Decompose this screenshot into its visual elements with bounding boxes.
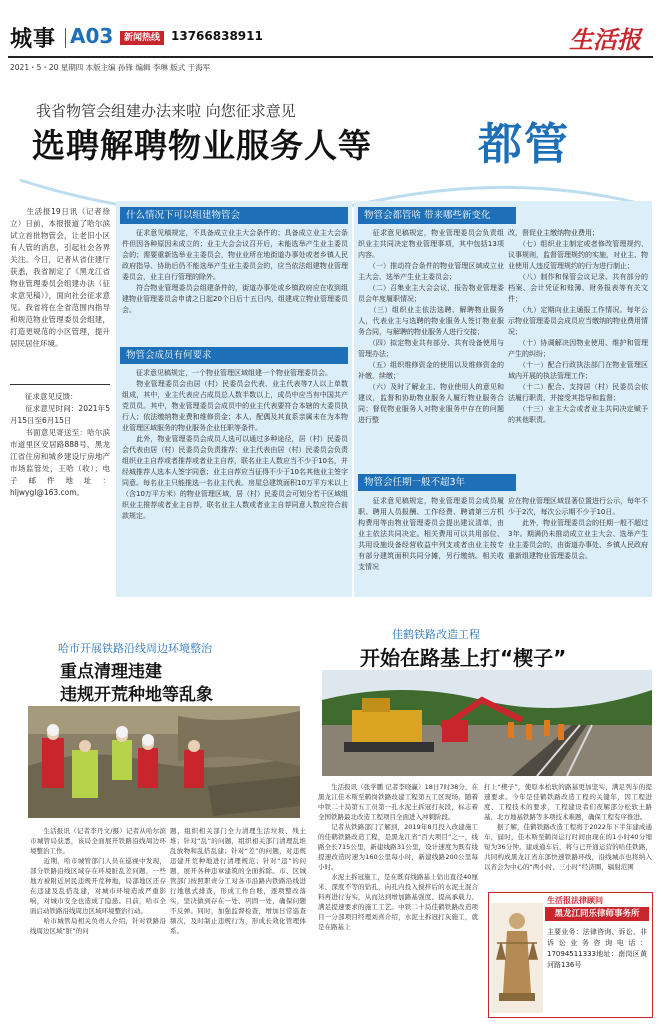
lead-intro: 生活报19日讯（记者徐立）日前，本报报道了哈尔滨试立首批物管会，让老旧小区有人管的消息，引起社会各界关注。今日，记者从省住建厅获悉，我省制定了《黑龙江省物业管理委员会组建办法（征求意见稿）》，面向社会征求意见。我省将在全省范围内指导和规范物业管理委员会组建，打造更规范的小区管理，提升居民居住环境。 xyxy=(10,207,110,348)
hotline-badge: 新闻热线 xyxy=(120,31,164,45)
intro-divider xyxy=(10,384,110,385)
lead-headline-tag: 都管 xyxy=(478,119,570,170)
law-ad-body: 主要业务：法律咨询、诉讼、非诉讼业务咨询电话：17094511333地址：南岗区黄河路136号 xyxy=(547,928,647,969)
section-2-heading xyxy=(120,347,348,364)
rail-headline-1: 重点清理违建 xyxy=(60,662,162,682)
rail-headline-2: 违规开荒种地等乱象 xyxy=(60,685,213,705)
law-ad xyxy=(488,892,653,1018)
page-code: A03 xyxy=(70,24,114,48)
law-ad-name: 黑龙江同乐律师事务所 xyxy=(545,907,649,921)
jiahe-body-b: 打上“楔子”，使原本松软的路基更加坚实，满足列车的提速要求。今年是佳鹤铁路改造工程的关键年，因工程进度、工程技术的要求，工程建设者们夜解部分松软土路基、北方地基铁路等多项技术难题，确保工程有序推进。 据了解，佳鹤铁路改造工程将于2022年下半年建成通车，届时，佳木斯至鹤岗运行时间由现在的1小时40分缩短为36分钟。建成通车后，将与已开通运营的哈佳铁路，共同构成黑龙江省东部快速铁路环线，沿线城市也将纳入以省会为中心的“两小时、三小时”经济圈，辐射范围 xyxy=(484,783,652,871)
lead-kicker: 我省物管会组建办法来啦 向您征求意见 xyxy=(36,102,296,120)
brand-logo: 生活报 xyxy=(569,25,641,54)
vertical-divider xyxy=(65,28,66,48)
hotline-number: 13766838911 xyxy=(171,29,263,43)
section-2-title: 物管会成员有何要求 xyxy=(126,350,212,361)
section-4-body-a: 征求意见稿规定，物业管理委员会成员履职、聘用人员报酬、工作经费、聘请第三方机构费用等由物业管理委员会提出建议清单，由业主依法共同决定。相关费用可以共用部位、共用设施设备经营收益中列支或者由业主按专有部分建筑面积共同分摊，另行缴纳。相关收支情况 xyxy=(358,497,504,571)
section-4-heading xyxy=(358,474,516,491)
jiahe-body-a: 生活报讯（张学鹏 记者李晓赢）18日7时38分，在黑龙江佳木斯至鹤岗铁路改建工程第五工区现场，随着中铁二十局第五工员第一孔水泥土拆冠打灰段，标志着全国铁路最北改造工程项目全面进入冲刺阶段。 记者从铁路部门了解到，2019年8月投入改建施工的佳鹤铁路改造工程，是黑龙江省“百大项目”之一，线路全长715公里，新建线路31公里，设计速度为既有线提速改造时速为160公里每小时，新建线路200公里每小时。 水泥土拆冠施工，是在既有线路基上钻出直径40厘米、深度不等的钻孔，向孔内投入搅拌后的水泥土混合料再进行夯实，从而达到增加路基强度、提高承载力、满足提速要求的施工工艺。中铁二十局佳鹤铁路改造项目一分部项目经理刘喜介绍，水泥土拆冠打灰施工，就是在路基上 xyxy=(318,783,478,931)
rail-body-a: 生活报讯（记者李丹文/摄）记者从哈尔滨市城管局获悉，该局全面展开铁路沿线周边环境整治工作。 近期，哈市城管部门人员在巡视中发现，部分铁路沿线区域存在环境脏乱差问题，一些地方被附近居民违规开荒种地，局部地区还存在违建及乱搭乱建，对城市环境造成严重影响，对城市安全也造成了隐患。目前，哈市全面启动铁路沿线周边区域环境整治行动。 哈市城管局相关负责人介绍，针对铁路沿线周边区域“脏”的问 xyxy=(30,827,166,935)
section-3-body-a: 征求意见稿规定，物业管理委员会负责组织业主共同决定物业管理事项，其中包括13项内容。 （一）推动符合条件的物业管理区域成立业主大会、选举产生业主委员会； （二）召集业主大会会议，报告物业管理委员会年度履职情况； （三）组织业主依法选聘、解聘物业服务人，代表业主与选聘的物业服务人签订物业服务合同，与解聘的物业服务人进行交接； （四）拟定物业共有部分、共有设备使用与管理办法； （五）组织维修资金的使用以及维修资金的补缴、续缴； （六）及时了解业主、物业使用人的意见和建议，监督和协助物业服务人履行物业服务合同；督促物业服务人对物业服务中存在的问题进行整 xyxy=(358,229,504,424)
section-1-heading xyxy=(120,207,348,224)
rail-kicker: 哈市开展铁路沿线周边环境整治 xyxy=(58,642,212,655)
feedback-info: 征求意见反馈： 征求意见时间：2021年5月15日至6月15日 书面意见寄送至：哈尔滨市道里区安居路888号，黑龙江省住房和城乡建设厅房地产市场监管处，王哈（收）；电子邮件地址：hljwygl@163.com。 xyxy=(10,392,110,497)
masthead xyxy=(8,18,653,76)
law-ad-top: 生活报法律顾问 xyxy=(547,896,603,905)
section-3-body-b: 改，督促业主缴纳物业费用； （七）组织业主制定或者修改管理规约、议事规则，监督管理规约的实施，对业主、物业使用人违反管理规约的行为进行制止； （八）制作和保管会议记录、共有部分的档案、会计凭证和账簿、财务报表等有关文件； （九）定期向业主通报工作情况。每年公示物业管理委员会成员应当缴纳的物业费用情况； （十）协调解决因物业使用、维护和管理产生的纠纷； （十一）配合行政执法部门在物业管理区域内开展的执法管理工作； （十二）配合、支持居（村）民委员会依法履行职责，并接受其指导和监督； （十三）业主大会或者业主共同决定赋予的其他职责。 xyxy=(508,229,648,424)
lead-headline: 选聘解聘物业服务人等 xyxy=(32,126,372,165)
section-1-body: 征求意见稿规定，不具备成立业主大会条件的；具备成立业主大会条件但因各种原因未成立的；业主大会会议召开后，未能选举产生业主委员会的；需要重新选举业主委员会，物业业所在地街道办事处或者乡镇人民政府指导、协助后仍不能选举产生业主委员会的，应当依法组建物业管理委员会，业主自行管理的除外。 符合物业管理委员会组建条件的，街道办事处或乡镇政府应在收到组建物业管理委员会申请之日起20个日后十五日内，组建成立物业管理委员会。 xyxy=(122,229,348,314)
rail-clearing-photo xyxy=(28,706,300,818)
jiahe-headline: 开始在路基上打“楔子” xyxy=(360,646,567,670)
section-4-title: 物管会任期一般不超3年 xyxy=(364,477,466,488)
masthead-rule xyxy=(8,56,653,58)
jiahe-construction-photo xyxy=(322,670,652,776)
section-3-heading xyxy=(358,207,516,224)
rail-body-b: 题，组织相关部门全力清理生活垃圾、残土堆；针对“乱”的问题，组织相关部门清理乱堆乱放物和乱搭乱建；针对“差”的问题，对违规违建开荒种地进行清理规范；针对“违”的问题，展开各种违章建筑的全面拆除。市、区城管部门按照职责分工对各市沿路内铁路沿线进行地毯式排查，形成工作台账，逐项整改落实，坚决做到存在一处、巩固一处，确保问题不反弹。同时，加强监督检查，增加日常巡查频次，及时制止违规行为，形成长效化管理体系。 xyxy=(170,827,306,935)
section-title: 城事 xyxy=(10,27,57,52)
justice-statue-icon xyxy=(491,903,543,1013)
section-1-title: 什么情况下可以组建物管会 xyxy=(126,210,241,221)
section-2-body: 征求意见稿规定，一个物业管理区域组建一个物业管理委员会。 物业管理委员会由居（村）民委员会代表、业主代表等7人以上单数组成，其中，业主代表应占成员总人数半数以上，成员中应当有中国共产党员员。其中，物业管理委员会成员中的业主代表要符合本辖的大委员执行人；依法缴纳物业费和维修资金；本人、配偶及其直系亲属未在为本物业管理区域服务的物业服务企业任职等条件。 此外，物业管理委员会成员人选可以通过多种途径，居（村）民委员会代表由居（村）民委员会负责推荐；业主代表由居（村）民委员会负责组织业主自荐或者推荐或者业主自荐，联名业主人数应当不少于10名，并经城推荐人选本人签字同意；业主自荐应当征得不少于10名其他业主签字同意。每名业主只能推选一名业主代表。房屋总建筑面积10万平方米以上（含10万平方米）的物业管理区域，居（村）民委员会可划分若干区域组织业主推荐或者业主自荐，联名业主人数或者业主自荐同意人数应符合前款规定。 xyxy=(122,369,348,520)
jiahe-kicker: 佳鹤铁路改造工程 xyxy=(392,628,480,641)
dateline: 2021・5・20 星期四 本版主编 孙锋 编辑 李琳 版式 于海军 xyxy=(10,63,211,72)
section-3-title: 物管会都管啥 带来哪些新变化 xyxy=(364,210,491,221)
section-4-body-b: 应在物业管理区域显著位置进行公示，每年不少于2次，每次公示期不少于10日。 此外，物业管理委员会的任期一般不超过3年。期满仍未推动成立业主大会、选举产生业主委员会的，由街道办事处、乡镇人民政府重新组建物业管理委员会。 xyxy=(508,497,648,560)
